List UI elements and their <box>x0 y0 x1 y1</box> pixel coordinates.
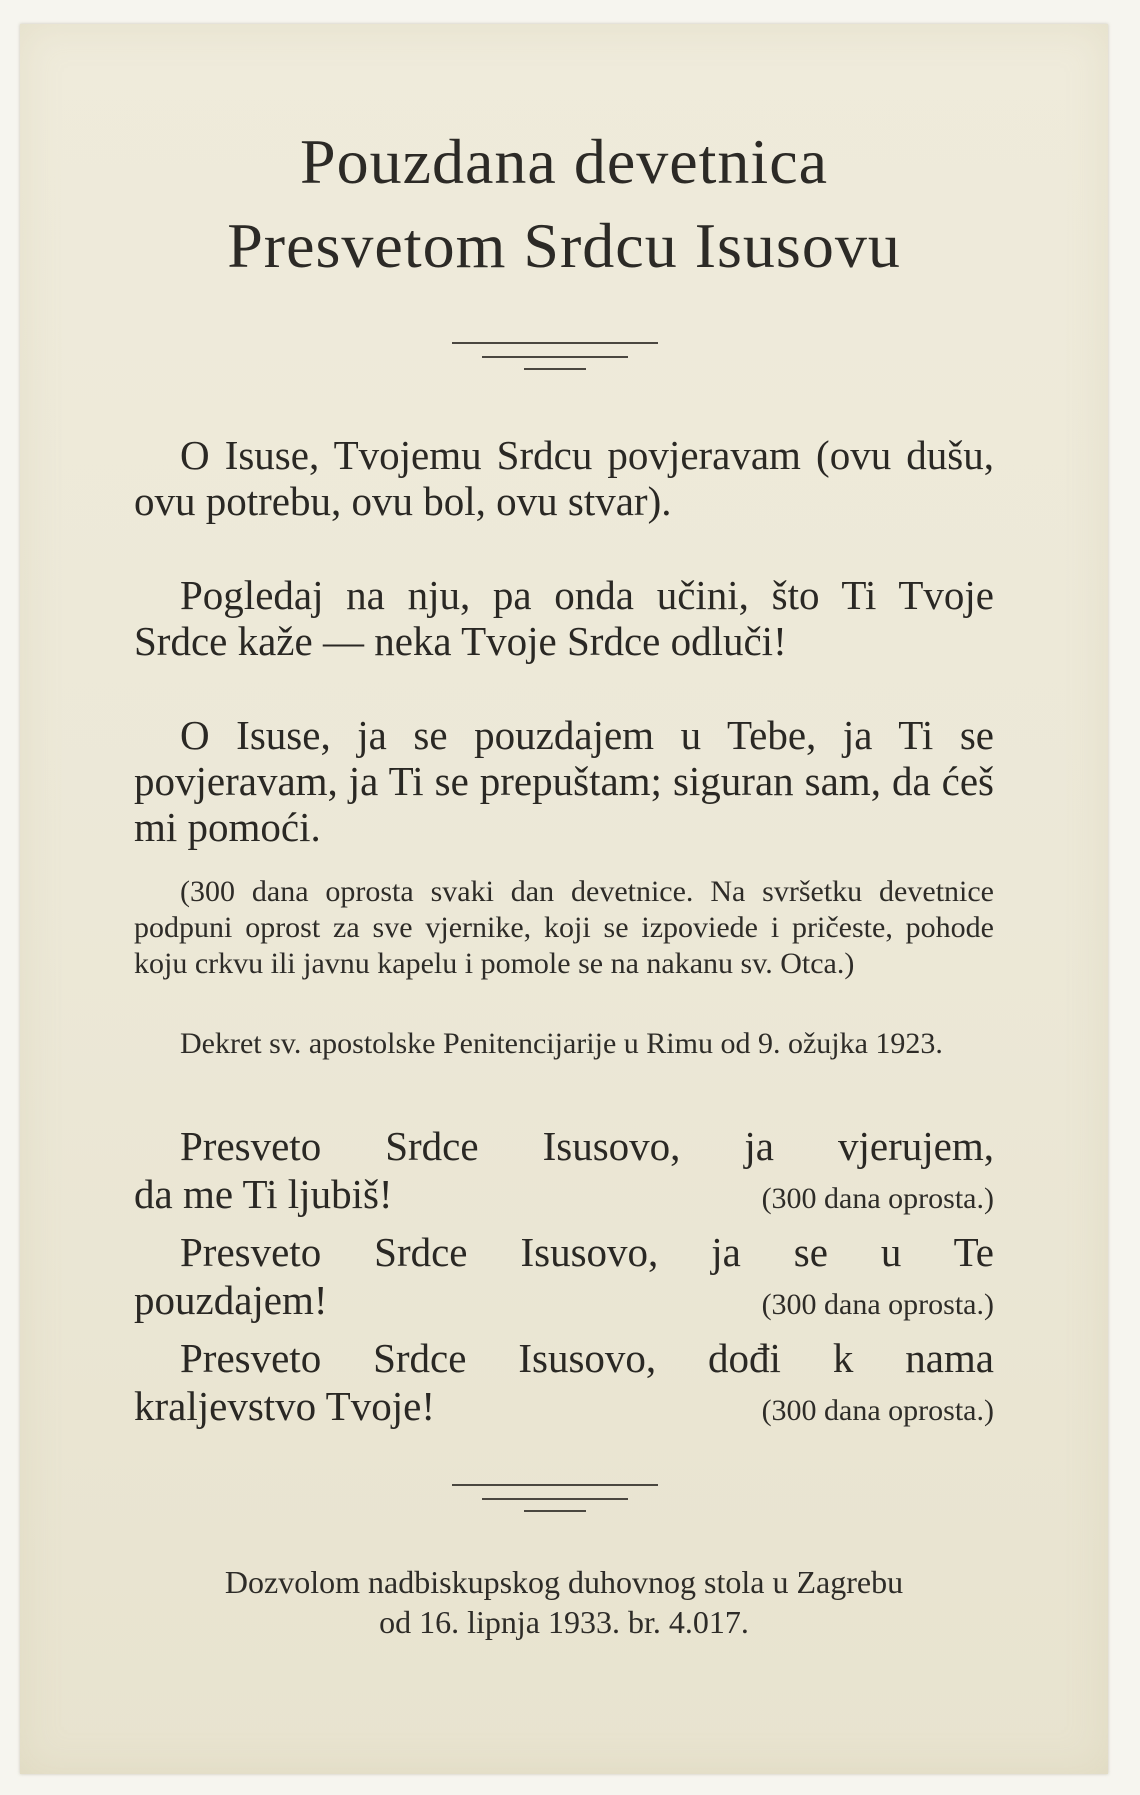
top-divider-short <box>524 368 586 370</box>
invocation-1-line-1: Presveto Srdce Isusovo, ja vjerujem, <box>180 1123 994 1169</box>
title-line-2: Presvetom Srdcu Isusovu <box>227 210 901 281</box>
title-line-1: Pouzdana devetnica <box>300 126 828 197</box>
paragraph-2: Pogledaj na nju, pa onda učini, što Ti Tvoje Srdce kaže — neka Tvoje Srdce odluči! <box>134 572 994 664</box>
indulgence-note: (300 dana oprosta svaki dan devetnice. Na svršetku devetnice podpuni oprost za sve vjernike, koji se izpoviede i pričeste, pohode koju crkvu ili javnu kapelu i pomole se na nakanu sv. Otca.) <box>134 875 994 980</box>
invocation-3 <box>134 1334 994 1435</box>
footer-line-1: Dozvolom nadbiskupskog duhovnog stola u Zagrebu <box>224 1564 904 1600</box>
invocation-3-line-1: Presveto Srdce Isusovo, dođi k nama <box>180 1335 994 1381</box>
decree-note: Dekret sv. apostolske Penitencijarije u Rimu od 9. ožujka 1923. <box>180 1027 943 1060</box>
invocation-1-indulgence: (300 dana oprosta.) <box>761 1182 994 1215</box>
invocation-2-indulgence: (300 dana oprosta.) <box>761 1288 994 1321</box>
invocation-2-line-2: pouzdajem! <box>134 1277 328 1323</box>
footer-line-2: od 16. lipnja 1933. br. 4.017. <box>379 1604 749 1640</box>
invocation-2 <box>134 1228 994 1329</box>
invocation-3-indulgence: (300 dana oprosta.) <box>761 1394 994 1427</box>
paragraph-3: O Isuse, ja se pouzdajem u Tebe, ja Ti se povjeravam, ja Ti se prepuštam; siguran sam, da ćeš mi pomoći. <box>134 712 994 850</box>
invocation-1 <box>134 1122 994 1223</box>
bottom-divider-short <box>524 1510 586 1512</box>
prayer-leaflet <box>20 24 1108 1774</box>
invocation-2-line-1: Presveto Srdce Isusovo, ja se u Te <box>180 1229 994 1275</box>
invocation-1-line-2: da me Ti ljubiš! <box>134 1171 393 1217</box>
bottom-divider-long <box>452 1484 658 1486</box>
paragraph-1: O Isuse, Tvojemu Srdcu povjeravam (ovu dušu, ovu potrebu, ovu bol, ovu stvar). <box>134 432 994 524</box>
top-divider-mid <box>482 356 628 358</box>
bottom-divider-mid <box>482 1498 628 1500</box>
top-divider-long <box>452 342 658 344</box>
invocation-3-line-2: kraljevstvo Tvoje! <box>134 1383 435 1429</box>
